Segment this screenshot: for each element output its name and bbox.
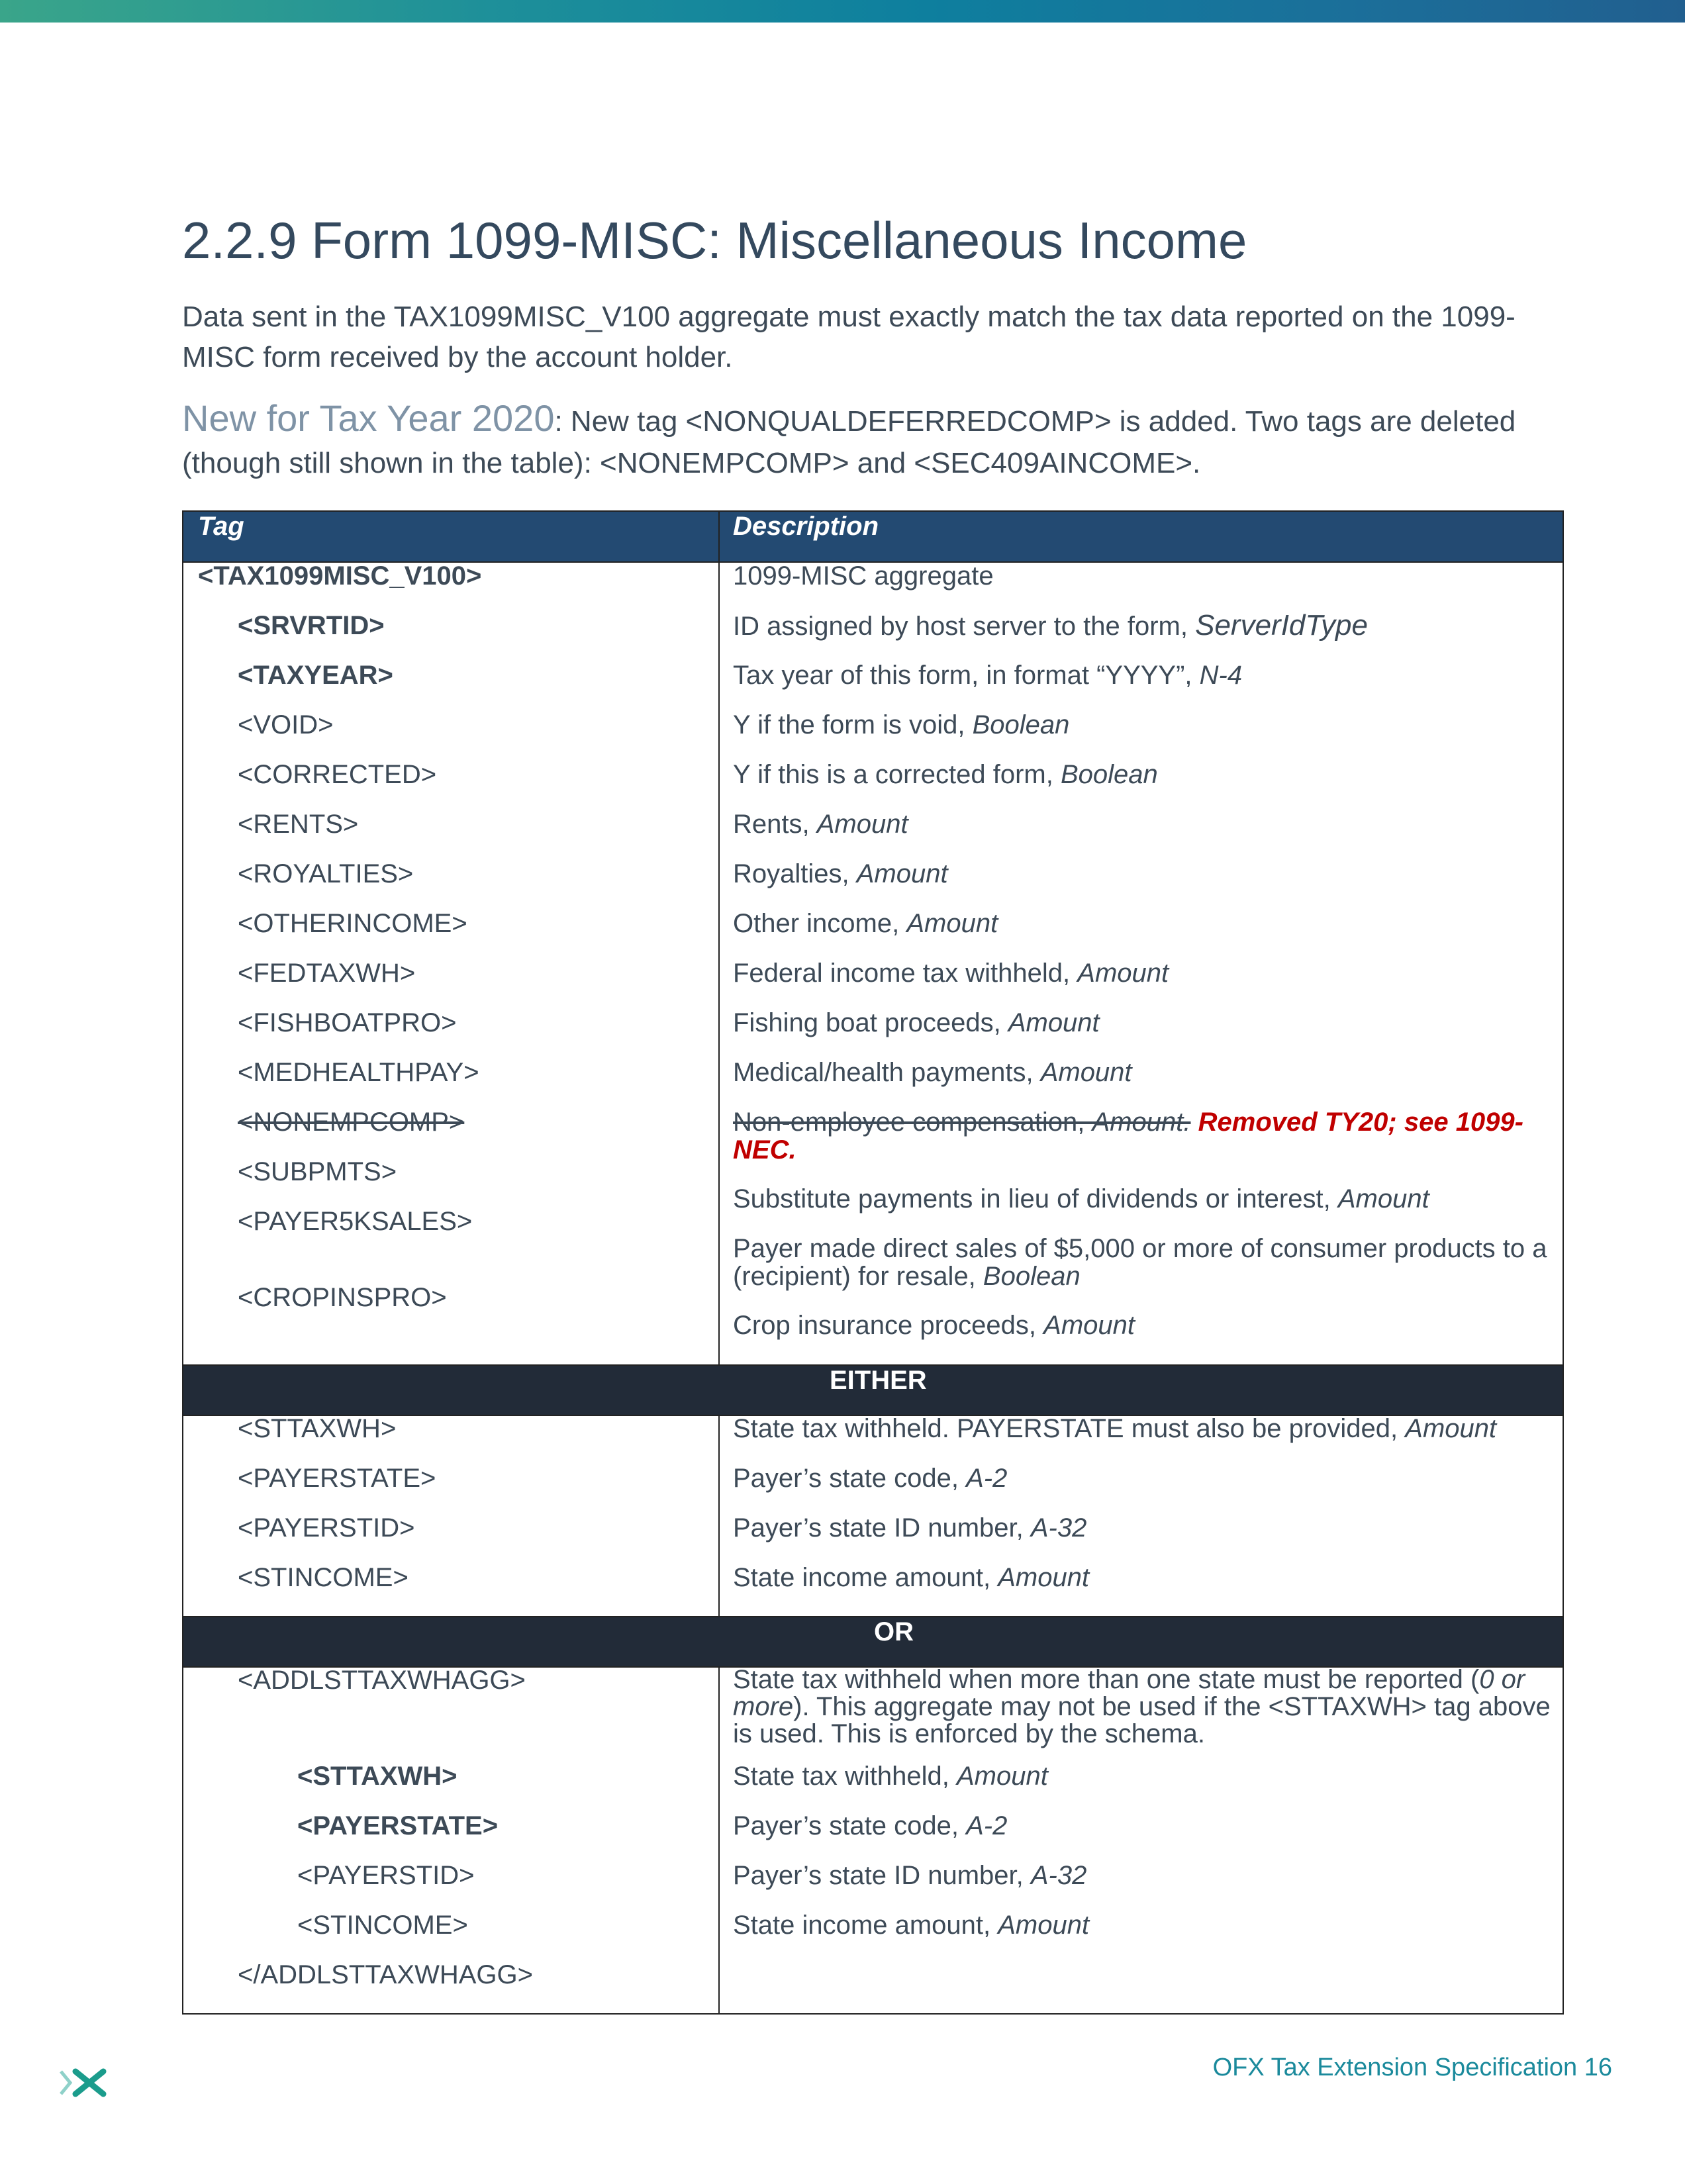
desc-cell	[733, 1415, 1554, 1443]
tag-cell: <SRVRTID>	[238, 611, 385, 640]
desc-cell	[733, 761, 1554, 788]
desc-cell	[733, 609, 1554, 641]
desc-cell	[733, 1666, 1554, 1748]
desc-cell-removed	[733, 1108, 1554, 1164]
desc-text: Payer’s state code,	[733, 1464, 967, 1493]
desc-text: Crop insurance proceeds,	[733, 1311, 1044, 1340]
tag-cell: <FEDTAXWH>	[238, 959, 416, 988]
desc-text: Payer’s state code,	[733, 1811, 967, 1840]
desc-text: Non-employee compensation,	[733, 1108, 1092, 1137]
desc-text: Tax year of this form, in format “YYYY”,	[733, 661, 1200, 690]
tag-cell: <STTAXWH>	[297, 1762, 457, 1791]
tag-cell: <PAYERSTID>	[238, 1513, 415, 1543]
type-text: Boolean	[1060, 760, 1158, 789]
desc-cell	[733, 810, 1554, 838]
desc-cell	[733, 1862, 1554, 1889]
type-text: Amount	[998, 1911, 1090, 1940]
tag-cell: </ADDLSTTAXWHAGG>	[238, 1960, 534, 1989]
header-separator	[718, 512, 720, 563]
tag-description-table	[182, 510, 1564, 2015]
tag-cell: <STINCOME>	[297, 1911, 468, 1940]
column-divider	[718, 512, 720, 2013]
header-tag: Tag	[198, 512, 244, 541]
desc-text: Payer’s state ID number,	[733, 1861, 1031, 1890]
desc-text: State tax withheld. PAYERSTATE must also be provided,	[733, 1414, 1406, 1443]
intro-paragraph: Data sent in the TAX1099MISC_V100 aggregate must exactly match the tax data reported on the 1099-MISC form received by the account holder.	[182, 301, 1516, 373]
desc-text: Other income,	[733, 909, 907, 938]
tag-cell: <PAYERSTATE>	[297, 1811, 499, 1840]
desc-cell	[733, 860, 1554, 888]
type-text: ServerIdType	[1195, 609, 1368, 641]
tag-cell: <FISHBOATPRO>	[238, 1008, 457, 1037]
type-text: Amount	[1008, 1008, 1100, 1037]
desc-cell	[733, 1059, 1554, 1086]
removed-note: Removed TY20; see 1099-NEC.	[733, 1108, 1523, 1164]
tag-cell: <CROPINSPRO>	[238, 1283, 447, 1312]
section-heading: 2.2.9 Form 1099-MISC: Miscellaneous Income	[182, 211, 1247, 269]
desc-text: Y if the form is void,	[733, 710, 973, 739]
type-text: Amount	[998, 1563, 1090, 1592]
type-text: A-2	[966, 1464, 1008, 1493]
top-accent-bar	[0, 0, 1685, 23]
desc-text: Medical/health payments,	[733, 1058, 1041, 1087]
desc-text: ). This aggregate may not be used if the <STTAXWH> tag above is used. This is enforced by the schema.	[733, 1692, 1551, 1748]
desc-cell	[733, 1009, 1554, 1037]
tag-cell-removed: <NONEMPCOMP>	[238, 1108, 465, 1137]
desc-cell	[733, 661, 1554, 689]
type-text: Amount	[1337, 1184, 1429, 1213]
tag-cell: <PAYER5KSALES>	[238, 1207, 473, 1236]
desc-text: State income amount,	[733, 1911, 998, 1940]
desc-cell	[733, 1762, 1554, 1790]
type-text: A-32	[1030, 1513, 1087, 1543]
desc-text: State tax withheld,	[733, 1762, 957, 1791]
type-text: Boolean	[983, 1262, 1081, 1291]
tag-cell: <RENTS>	[238, 810, 359, 839]
type-text: Amount	[1040, 1058, 1132, 1087]
desc-cell	[733, 910, 1554, 937]
tag-cell: <PAYERSTATE>	[238, 1464, 436, 1493]
tag-cell: <ROYALTIES>	[238, 859, 414, 888]
type-text: Amount	[906, 909, 998, 938]
desc-text: ID assigned by host server to the form,	[733, 612, 1196, 641]
double-chevron-x-logo-icon	[58, 2066, 111, 2099]
desc-cell	[733, 1464, 1554, 1492]
header-description: Description	[733, 512, 879, 541]
desc-cell	[733, 959, 1554, 987]
either-label: EITHER	[830, 1366, 927, 1395]
type-text: Amount	[1043, 1311, 1135, 1340]
table-header	[183, 512, 1563, 563]
desc-text: Rents,	[733, 810, 817, 839]
type-text: Amount	[816, 810, 908, 839]
desc-text: Royalties,	[733, 859, 857, 888]
type-text: Amount	[856, 859, 948, 888]
desc-text: Y if this is a corrected form,	[733, 760, 1061, 789]
desc-text: Substitute payments in lieu of dividends or interest,	[733, 1184, 1338, 1213]
desc-text: Payer made direct sales of $5,000 or more of consumer products to a (recipient) for resale,	[733, 1234, 1547, 1291]
desc-cell	[733, 1564, 1554, 1591]
tag-cell: <OTHERINCOME>	[238, 909, 467, 938]
note-text: : New tag <NONQUALDEFERREDCOMP> is added. Two tags are deleted (though still shown in the table): <NONEMPCOMP> and <SEC409AINCOME>.	[182, 405, 1516, 479]
page-footer: OFX Tax Extension Specification 16	[1212, 2054, 1612, 2081]
type-text: Amount	[956, 1762, 1048, 1791]
either-band	[183, 1364, 1563, 1416]
desc-text: State income amount,	[733, 1563, 998, 1592]
desc-cell	[733, 1812, 1554, 1840]
type-text: Boolean	[972, 710, 1070, 739]
type-text: A-2	[966, 1811, 1008, 1840]
desc-italic: 0 or more	[733, 1665, 1525, 1721]
tag-cell: <TAX1099MISC_V100>	[198, 561, 482, 591]
desc-cell: 1099-MISC aggregate	[733, 561, 994, 591]
type-text: A-32	[1030, 1861, 1087, 1890]
desc-text: Federal income tax withheld,	[733, 959, 1078, 988]
desc-text: State tax withheld when more than one state must be reported (	[733, 1665, 1480, 1694]
tag-cell: <ADDLSTTAXWHAGG>	[238, 1666, 526, 1695]
type-text: Amount.	[1092, 1108, 1191, 1137]
desc-cell	[733, 1311, 1554, 1339]
tag-cell: <PAYERSTID>	[297, 1861, 475, 1890]
desc-cell	[733, 1514, 1554, 1542]
desc-cell	[733, 1235, 1554, 1290]
type-text: Amount	[1405, 1414, 1497, 1443]
or-label: OR	[874, 1617, 914, 1646]
tag-cell: <CORRECTED>	[238, 760, 437, 789]
desc-text: Fishing boat proceeds,	[733, 1008, 1008, 1037]
desc-text: Payer’s state ID number,	[733, 1513, 1031, 1543]
tax-year-note	[182, 397, 1519, 484]
tag-cell: <VOID>	[238, 710, 334, 739]
tag-cell: <SUBPMTS>	[238, 1157, 397, 1186]
type-text: Amount	[1077, 959, 1169, 988]
desc-cell	[733, 1185, 1554, 1213]
desc-cell	[733, 1911, 1554, 1939]
note-label: New for Tax Year 2020	[182, 397, 555, 439]
type-text: N-4	[1199, 661, 1243, 690]
tag-cell: <STINCOME>	[238, 1563, 409, 1592]
or-band	[183, 1616, 1563, 1668]
tag-cell: <STTAXWH>	[238, 1414, 397, 1443]
tag-cell: <MEDHEALTHPAY>	[238, 1058, 479, 1087]
desc-cell	[733, 711, 1554, 739]
tag-cell: <TAXYEAR>	[238, 661, 393, 690]
